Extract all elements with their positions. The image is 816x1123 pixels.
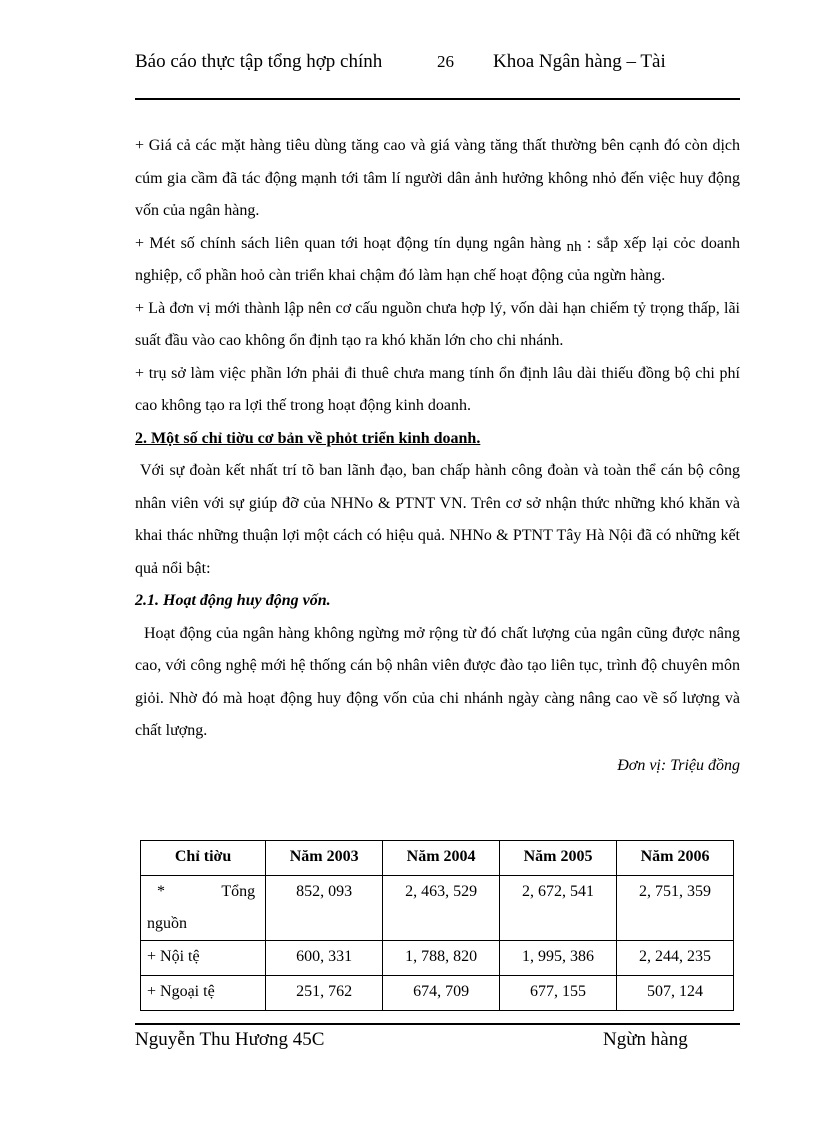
table-cell: 600, 331 — [266, 941, 383, 976]
footer-divider — [135, 1023, 740, 1025]
footer-author: Nguyễn Thu Hương 45C — [135, 1029, 325, 1050]
subsection-paragraph: Hoạt động của ngân hàng không ngừng mở rộng từ đó chất lượng của ngân cũng được nâng cao, với công nghệ mới hệ thống cán bộ nhân viên được đào tạo liên tục, trình độ chuyên môn giỏi. Nhờ đó mà hoạt động huy động vốn của chi nhánh ngày càng nâng cao về số lượng và chất lượng. — [135, 624, 744, 739]
table-cell: 1, 788, 820 — [383, 941, 500, 976]
row-label-part: nguồn — [147, 915, 187, 932]
paragraph-policy-nh: nh — [566, 238, 582, 255]
table-row — [141, 941, 734, 976]
subsection-heading: 2.1. Hoạt động huy động vốn. — [135, 592, 331, 609]
table-header-row — [141, 841, 734, 876]
paragraph-policy-text-b: : sắp xếp lại cỏc doanh nghiệp, cổ phần hoỏ càn triển khai chậm đó làm hạn chế hoạt động của ngừn hàng. — [135, 234, 741, 284]
table-cell: 2, 463, 529 — [383, 876, 500, 941]
row-label-part: * — [157, 883, 165, 900]
table-header-cell: Năm 2003 — [266, 841, 383, 876]
table-header-cell: Năm 2006 — [617, 841, 734, 876]
row-label-domestic: + Nội tệ — [141, 941, 266, 976]
section-paragraph: Với sự đoàn kết nhất trí tõ ban lãnh đạo, ban chấp hành công đoàn và toàn thể cán bộ công nhân viên với sự giúp đỡ của NHNo & PTNT VN. Trên cơ sở nhận thức những khó khăn và khai thác những thuận lợi một cách có hiệu quả. NHNo & PTNT Tây Hà Nội đã có những kết quả nổi bật: — [135, 462, 745, 577]
header-report-title: Báo cáo thực tập tổng hợp chính — [135, 51, 383, 72]
table-cell: 677, 155 — [500, 976, 617, 1011]
row-label-total-capital — [141, 876, 266, 941]
paragraph-policy-text-a: + Mét số chính sách liên quan tới hoạt động tín dụng ngân hàng — [135, 234, 562, 252]
table-cell: 2, 244, 235 — [617, 941, 734, 976]
capital-mobilization-table — [140, 840, 734, 1011]
section-heading: 2. Một số chỉ tiờu cơ bản về phỏt triển kinh doanh. — [135, 429, 481, 447]
table-cell: 2, 751, 359 — [617, 876, 734, 941]
header-divider — [135, 98, 740, 100]
table-header-cell: Năm 2005 — [500, 841, 617, 876]
document-body — [135, 130, 745, 778]
page-number: 26 — [437, 52, 454, 71]
table-header-cell: Chỉ tiờu — [141, 841, 266, 876]
row-label-foreign: + Ngoại tệ — [141, 976, 266, 1011]
table-row — [141, 976, 734, 1011]
row-label-part: Tổng — [221, 883, 256, 900]
paragraph-structure-factor: + Là đơn vị mới thành lập nên cơ cấu nguồn chưa hợp lý, vốn dài hạn chiếm tỷ trọng thấp, lãi suất đầu vào cao không ổn định tạo ra khó khăn lớn cho chi nhánh. — [135, 299, 740, 349]
table-cell: 1, 995, 386 — [500, 941, 617, 976]
header-faculty: Khoa Ngân hàng – Tài — [493, 51, 666, 72]
paragraph-price-factor: + Giá cả các mặt hàng tiêu dùng tăng cao và giá vàng tăng thất thường bên cạnh đó còn dịch cúm gia cầm đã tác động mạnh tới tâm lí người dân ảnh hưởng không nhỏ đến việc huy động vốn của ngân hàng. — [135, 137, 740, 219]
table-cell: 852, 093 — [266, 876, 383, 941]
table-cell: 251, 762 — [266, 976, 383, 1011]
table-row — [141, 876, 734, 941]
table-cell: 507, 124 — [617, 976, 734, 1011]
table-cell: 674, 709 — [383, 976, 500, 1011]
unit-note: Đơn vị: Triệu đồng — [617, 756, 740, 774]
table-header-cell: Năm 2004 — [383, 841, 500, 876]
paragraph-policy-factor — [135, 228, 740, 293]
table-cell: 2, 672, 541 — [500, 876, 617, 941]
footer-department: Ngừn hàng — [603, 1029, 688, 1050]
paragraph-office-factor: + trụ sở làm việc phần lớn phải đi thuê chưa mang tính ổn định lâu dài thiếu đồng bộ chi phí cao không tạo ra lợi thế trong hoạt động kinh doanh. — [135, 364, 740, 414]
